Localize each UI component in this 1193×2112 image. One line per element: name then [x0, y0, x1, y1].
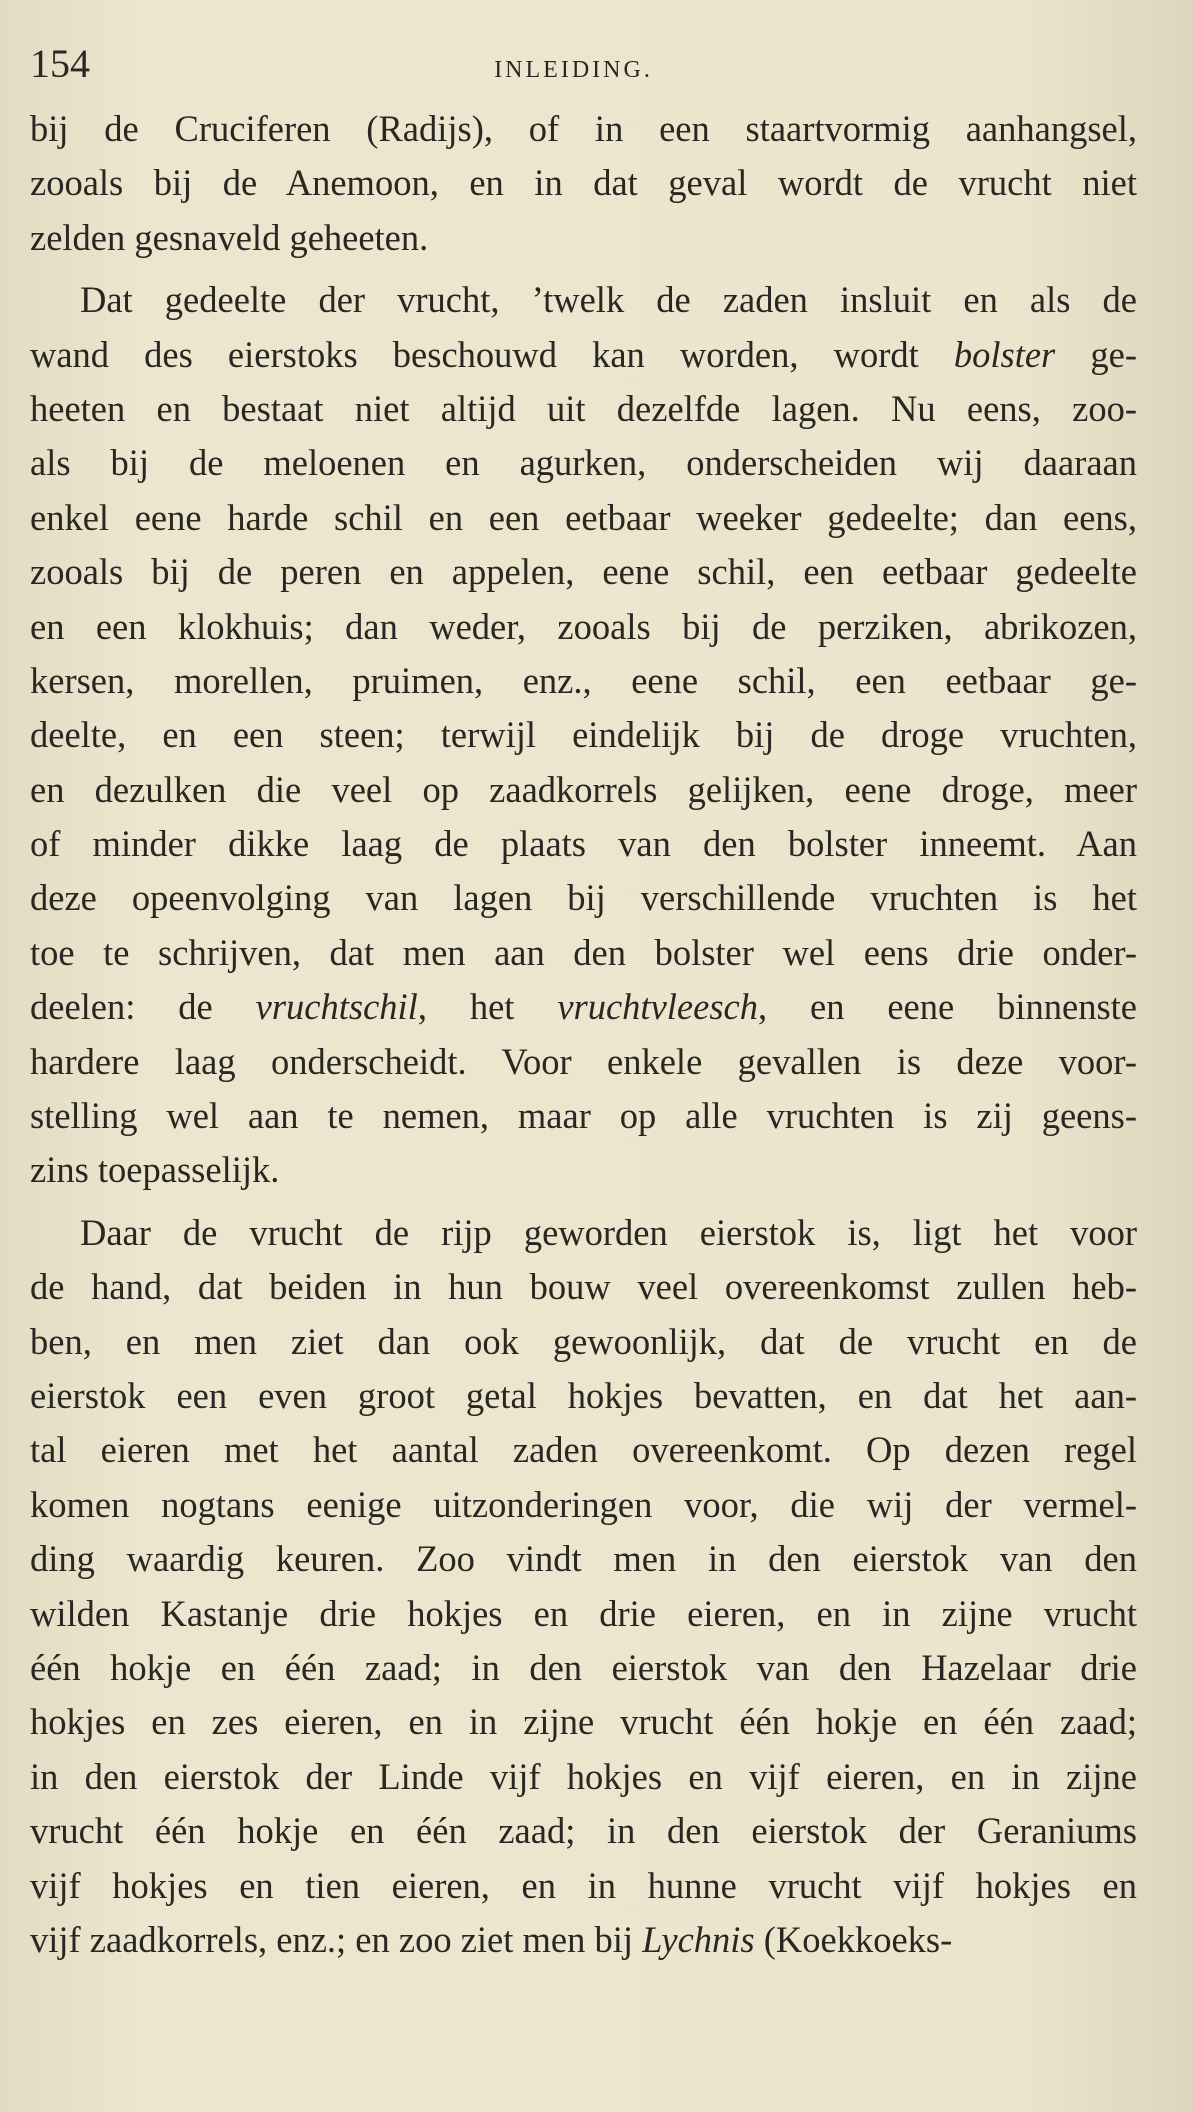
- text-line: als bij de meloenen en agurken, onderscheiden wij daaraan: [30, 442, 1137, 484]
- text-line: één hokje en één zaad; in den eierstok van den Hazelaar drie: [30, 1646, 1137, 1688]
- text-line: zooals bij de Anemoon, en in dat geval wordt de vrucht niet: [30, 162, 1137, 204]
- italic-term: bolster: [953, 333, 1056, 375]
- text-line: of minder dikke laag de plaats van den bolster inneemt. Aan: [30, 823, 1137, 865]
- page-number: 154: [30, 41, 90, 86]
- paragraph-gap: [30, 265, 1137, 273]
- text-line: zins toepasselijk.: [30, 1149, 280, 1191]
- text-line: deelte, en een steen; terwijl eindelijk bij de droge vruchten,: [30, 714, 1137, 756]
- text-line: toe te schrijven, dat men aan den bolster wel eens drie onder-: [30, 931, 1137, 973]
- text-line: vrucht één hokje en één zaad; in den eierstok der Geraniums: [30, 1810, 1137, 1852]
- paragraph: [30, 1206, 1137, 1967]
- text-line: Daar de vrucht de rijp geworden eierstok is, ligt het voor: [80, 1211, 1137, 1253]
- text-line: kersen, morellen, pruimen, enz., eene schil, een eetbaar ge-: [30, 659, 1137, 701]
- text-line: stelling wel aan te nemen, maar op alle vruchten is zij geens-: [30, 1095, 1137, 1137]
- text-line: in den eierstok der Linde vijf hokjes en vijf eieren, en in zijne: [30, 1755, 1137, 1797]
- text-line: hardere laag onderscheidt. Voor enkele gevallen is deze voor-: [30, 1040, 1137, 1082]
- paragraph: [30, 273, 1137, 1198]
- text-line: en een klokhuis; dan weder, zooals bij de perziken, abrikozen,: [30, 605, 1137, 647]
- text-line: bij de Cruciferen (Radijs), of in een staartvormig aanhangsel,: [30, 108, 1137, 149]
- text-line: vijf hokjes en tien eieren, en in hunne vrucht vijf hokjes en: [30, 1864, 1137, 1906]
- text-line: tal eieren met het aantal zaden overeenkomt. Op dezen regel: [30, 1429, 1137, 1471]
- text-line: de hand, dat beiden in hun bouw veel overeenkomst zullen heb-: [30, 1266, 1137, 1308]
- text-line: enkel eene harde schil en een eetbaar weeker gedeelte; dan eens,: [30, 496, 1137, 538]
- paragraph: [30, 102, 1137, 265]
- text-line: komen nogtans eenige uitzonderingen voor, die wij der vermel-: [30, 1483, 1137, 1525]
- page-header: [30, 40, 1137, 96]
- text-line: ben, en men ziet dan ook gewoonlijk, dat de vrucht en de: [30, 1320, 1137, 1362]
- body-text: [30, 102, 1137, 1967]
- text-line: heeten en bestaat niet altijd uit dezelfde lagen. Nu eens, zoo-: [30, 387, 1137, 429]
- text-line: Dat gedeelte der vrucht, ’twelk de zaden insluit en als de: [80, 279, 1137, 321]
- paragraph-gap: [30, 1198, 1137, 1206]
- text-line: deze opeenvolging van lagen bij verschillende vruchten is het: [30, 877, 1137, 919]
- text-line: zooals bij de peren en appelen, eene schil, een eetbaar gedeelte: [30, 551, 1137, 593]
- text-line: deelen: de vruchtschil, het vruchtvleesch, en eene binnenste: [30, 986, 1137, 1028]
- text-line: ding waardig keuren. Zoo vindt men in den eierstok van den: [30, 1538, 1137, 1580]
- text-line: hokjes en zes eieren, en in zijne vrucht één hokje en één zaad;: [30, 1701, 1137, 1743]
- text-line: en dezulken die veel op zaadkorrels gelijken, eene droge, meer: [30, 768, 1137, 810]
- text-line: zelden gesnaveld geheeten.: [30, 216, 429, 258]
- text-line: eierstok een even groot getal hokjes bevatten, en dat het aan-: [30, 1374, 1137, 1416]
- italic-term: vruchtvleesch: [557, 986, 758, 1028]
- text-line: wand des eierstoks beschouwd kan worden, wordt bolster ge-: [30, 333, 1137, 375]
- italic-term: Lychnis: [642, 1918, 755, 1960]
- italic-term: vruchtschil: [255, 986, 418, 1028]
- running-head: INLEIDING.: [494, 57, 653, 83]
- text-line: wilden Kastanje drie hokjes en drie eieren, en in zijne vrucht: [30, 1592, 1137, 1634]
- text-line: vijf zaadkorrels, enz.; en zoo ziet men bij Lychnis (Koekkoeks-: [30, 1918, 953, 1960]
